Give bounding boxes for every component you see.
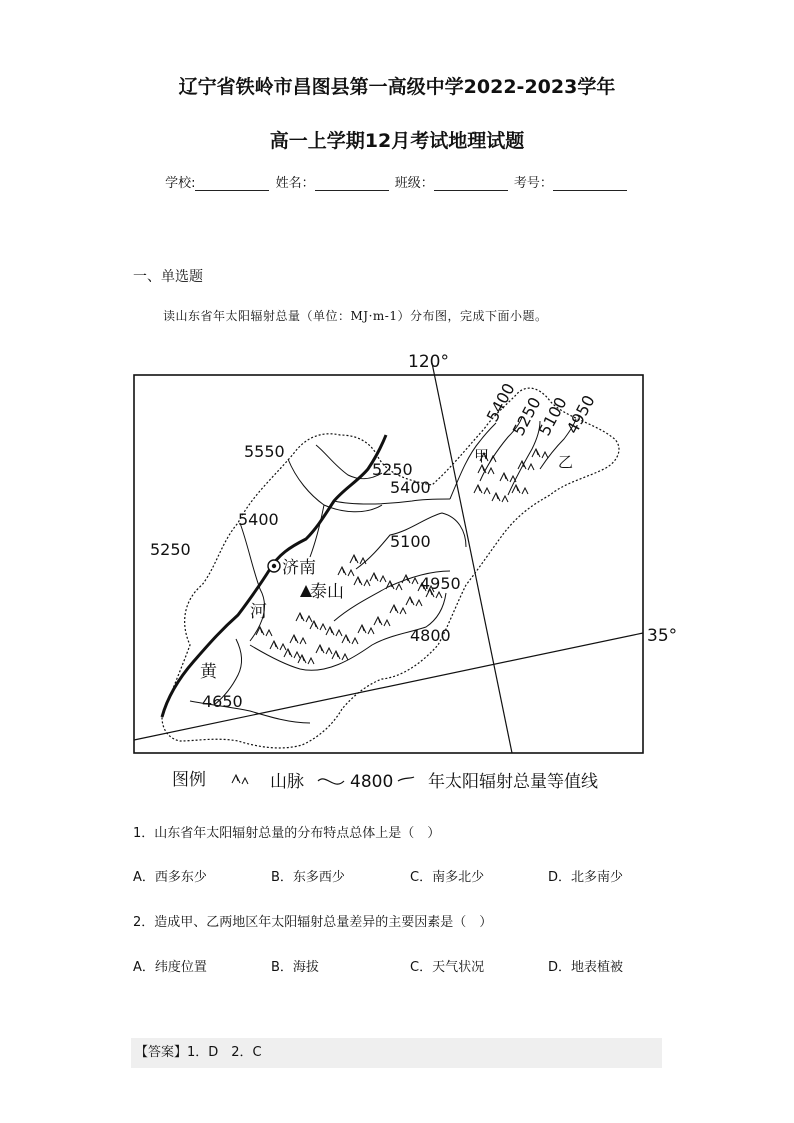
legend-mountain-label: 山脉 <box>270 772 304 792</box>
legend-isoline-symbol <box>318 779 344 784</box>
question-2-option-d[interactable]: D．地表植被 <box>548 960 624 975</box>
page-title-line1: 辽宁省铁岭市昌图县第一高级中学2022-2023学年 <box>178 76 616 98</box>
isoline-label: 4950 <box>562 392 599 437</box>
name-label: 姓名： <box>275 176 315 191</box>
isoline-label: 5550 <box>244 442 285 461</box>
river-label-huang: 黄 <box>200 662 217 682</box>
page-title-line2: 高一上学期12月考试地理试题 <box>269 130 525 152</box>
isoline-label: 5250 <box>372 460 413 479</box>
river-label-he: 河 <box>250 602 267 622</box>
isoline-label: 5100 <box>390 532 431 551</box>
city-label: 济南 <box>282 558 316 578</box>
question-2-option-b[interactable]: B．海拔 <box>271 960 319 975</box>
isoline-label: 5100 <box>534 394 571 439</box>
question-1-option-b[interactable]: B．东多西少 <box>271 870 345 885</box>
id-blank[interactable] <box>553 176 627 191</box>
question-intro: 读山东省年太阳辐射总量（单位：MJ·m-1）分布图，完成下面小题。 <box>163 309 548 323</box>
answer-box: 【答案】1．D 2．C <box>131 1038 662 1068</box>
parallel-line <box>134 633 643 740</box>
isoline-label: 5400 <box>390 478 431 497</box>
student-info-line <box>0 172 794 191</box>
name-blank[interactable] <box>315 176 389 191</box>
question-1-option-d[interactable]: D．北多南少 <box>548 870 624 885</box>
isoline-label: 5400 <box>238 510 279 529</box>
longitude-label: 120° <box>408 352 449 372</box>
question-2-option-a[interactable]: A．纬度位置 <box>133 960 207 975</box>
school-label: 学校: <box>165 176 196 191</box>
question-1-option-c[interactable]: C．南多北少 <box>410 870 485 885</box>
id-label: 考号： <box>513 176 553 191</box>
legend-title: 图例 <box>172 770 206 790</box>
latitude-label: 35° <box>647 626 678 646</box>
legend-isoline-label: 年太阳辐射总量等值线 <box>428 772 598 792</box>
question-2-option-c[interactable]: C．天气状况 <box>410 960 485 975</box>
isoline-label: 4650 <box>202 692 243 711</box>
isoline-label: 4800 <box>410 626 451 645</box>
school-blank[interactable] <box>195 176 269 191</box>
solar-radiation-map <box>120 345 680 795</box>
question-2-stem: 2．造成甲、乙两地区年太阳辐射总量差异的主要因素是（ ） <box>133 915 493 930</box>
class-blank[interactable] <box>434 176 508 191</box>
class-label: 班级： <box>394 176 434 191</box>
isoline-label: 5250 <box>150 540 191 559</box>
isoline-label: 4950 <box>420 574 461 593</box>
question-1-stem: 1．山东省年太阳辐射总量的分布特点总体上是（ ） <box>133 826 441 841</box>
question-1-option-a[interactable]: A．西多东少 <box>133 870 207 885</box>
region-b-label: 乙 <box>558 453 574 471</box>
section-heading: 一、单选题 <box>133 269 203 285</box>
isoline-label: 5400 <box>482 380 519 425</box>
mountain-label: 泰山 <box>310 582 344 602</box>
isoline-label: 5250 <box>508 394 545 439</box>
region-a-label: 甲 <box>474 447 490 465</box>
legend-isoline-value: 4800 <box>350 772 394 792</box>
